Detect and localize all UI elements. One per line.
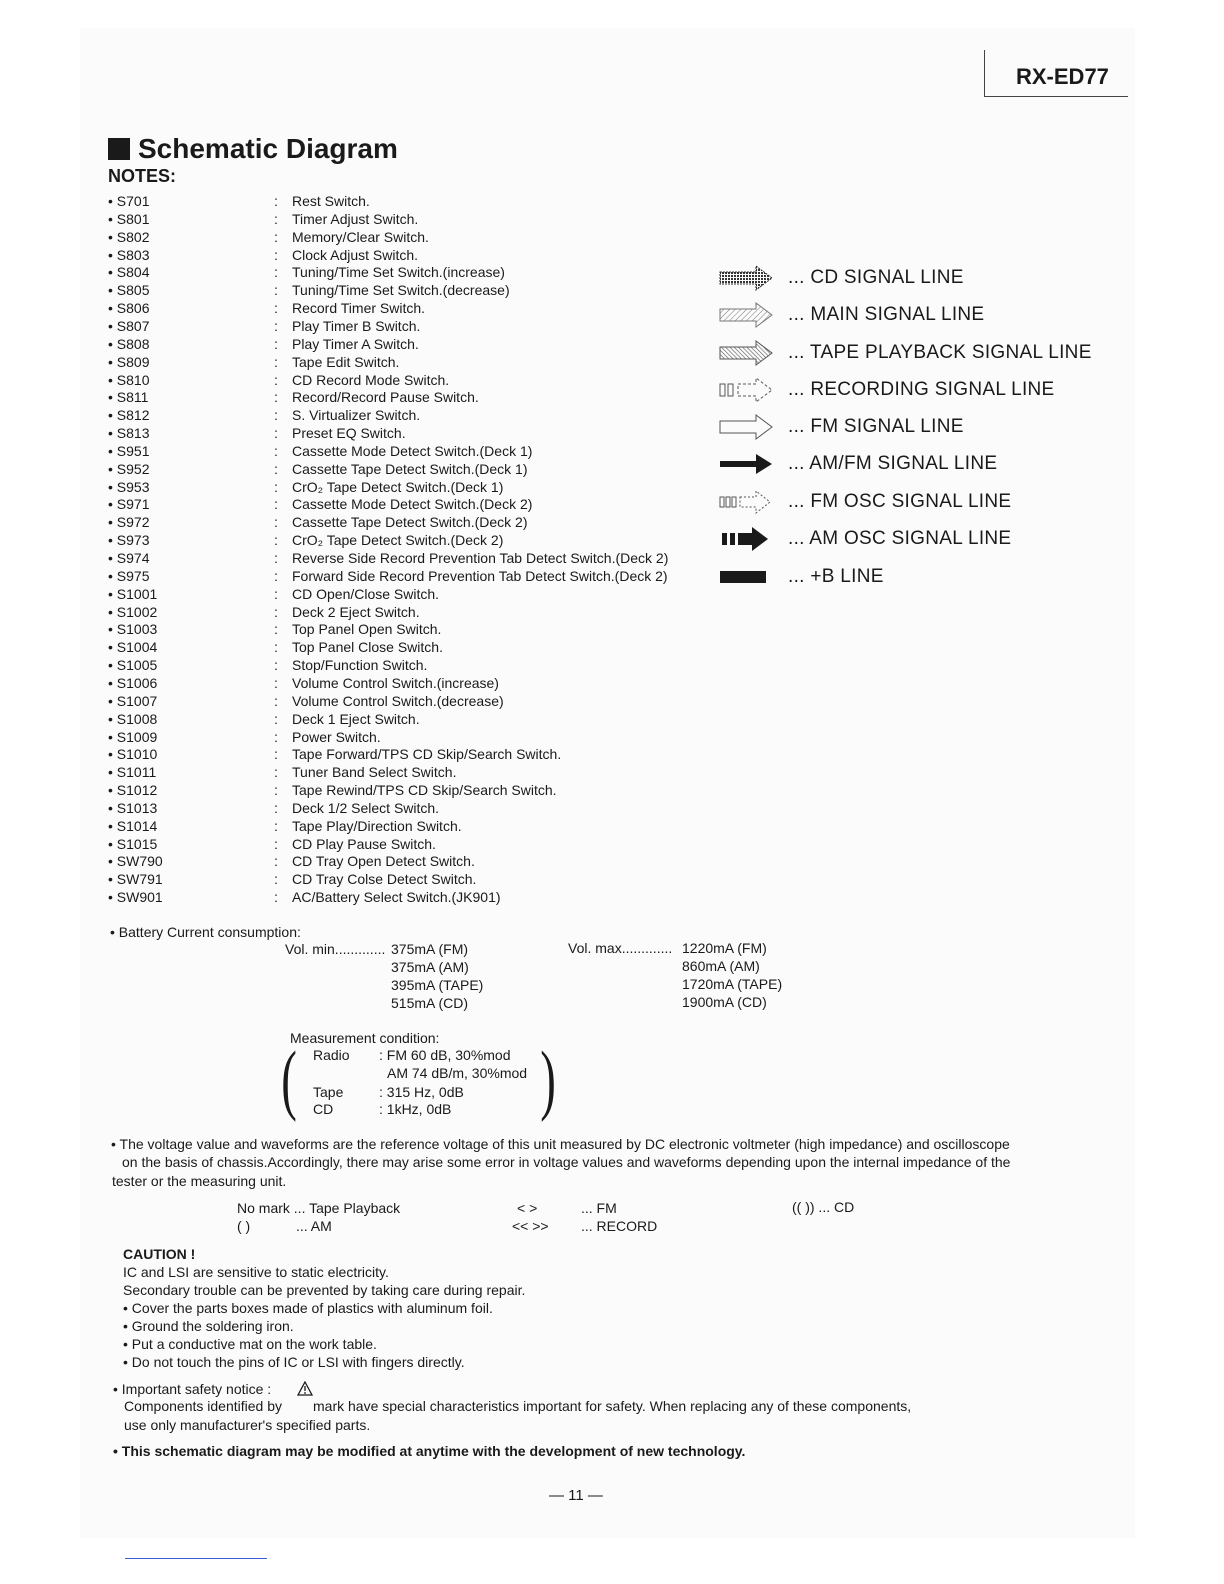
switch-code: • SW790 bbox=[108, 853, 163, 870]
switch-description: Preset EQ Switch. bbox=[292, 425, 406, 442]
switch-description: Play Timer A Switch. bbox=[292, 335, 419, 352]
switch-description: Cassette Mode Detect Switch.(Deck 2) bbox=[292, 496, 533, 513]
legend-row bbox=[716, 449, 997, 479]
switch-description: Stop/Function Switch. bbox=[292, 657, 428, 674]
switch-code: • S1001 bbox=[108, 585, 158, 602]
switch-code: • S801 bbox=[108, 210, 150, 227]
switch-description: Tape Play/Direction Switch. bbox=[292, 817, 462, 834]
switch-description: S. Virtualizer Switch. bbox=[292, 407, 421, 424]
switch-description: AC/Battery Select Switch.(JK901) bbox=[292, 889, 501, 906]
radio-value: : FM 60 dB, 30%mod bbox=[379, 1047, 511, 1063]
page-number: — 11 — bbox=[549, 1487, 603, 1504]
switch-description: Tuning/Time Set Switch.(decrease) bbox=[292, 282, 510, 299]
fm-signal-arrow-icon bbox=[716, 412, 776, 442]
switch-description: Tape Rewind/TPS CD Skip/Search Switch. bbox=[292, 782, 557, 799]
switch-description: Deck 2 Eject Switch. bbox=[292, 603, 420, 620]
switch-description: Deck 1 Eject Switch. bbox=[292, 710, 420, 727]
switch-colon: : bbox=[274, 567, 278, 584]
voltage-note-line: on the basis of chassis.Accordingly, there may arise some error in voltage values and waveforms depending upon the internal impedance of the bbox=[122, 1154, 1011, 1170]
legend-row bbox=[716, 375, 1055, 405]
switch-code: • S805 bbox=[108, 282, 150, 299]
switch-code: • S971 bbox=[108, 496, 150, 513]
switch-description: CD Tray Open Detect Switch. bbox=[292, 853, 475, 870]
switch-description: Tuning/Time Set Switch.(increase) bbox=[292, 264, 505, 281]
switch-colon: : bbox=[274, 692, 278, 709]
switch-code: • S1015 bbox=[108, 835, 158, 852]
battery-heading: • Battery Current consumption: bbox=[110, 924, 301, 940]
section-title-text: Schematic Diagram bbox=[138, 133, 398, 164]
switch-description: Cassette Mode Detect Switch.(Deck 1) bbox=[292, 442, 533, 459]
switch-colon: : bbox=[274, 835, 278, 852]
caution-title: CAUTION ! bbox=[123, 1246, 196, 1262]
legend-row bbox=[716, 562, 884, 592]
switch-description: Record/Record Pause Switch. bbox=[292, 389, 479, 406]
switch-code: • S972 bbox=[108, 514, 150, 531]
switch-description: Power Switch. bbox=[292, 728, 381, 745]
switch-description: CD Record Mode Switch. bbox=[292, 371, 450, 388]
main-signal-arrow-icon bbox=[716, 300, 776, 330]
radio-value-am: AM 74 dB/m, 30%mod bbox=[387, 1065, 528, 1081]
switch-colon: : bbox=[274, 674, 278, 691]
switch-colon: : bbox=[274, 300, 278, 317]
switch-description: Rest Switch. bbox=[292, 193, 370, 209]
switch-code: • S808 bbox=[108, 335, 150, 352]
switch-colon: : bbox=[274, 210, 278, 227]
caution-line: • Do not touch the pins of IC or LSI with fingers directly. bbox=[123, 1354, 465, 1370]
switch-colon: : bbox=[274, 746, 278, 763]
cd-signal-arrow-icon bbox=[716, 263, 776, 293]
switch-code: • S807 bbox=[108, 317, 150, 334]
footer-rule bbox=[125, 1558, 267, 1559]
switch-colon: : bbox=[274, 853, 278, 870]
switch-colon: : bbox=[274, 407, 278, 424]
switch-code: • S701 bbox=[108, 193, 150, 209]
legend-label: ... AM/FM SIGNAL LINE bbox=[788, 453, 998, 474]
legend-label: ... AM OSC SIGNAL LINE bbox=[788, 528, 1012, 549]
double-angle-symbol: << >> bbox=[512, 1218, 549, 1234]
switch-colon: : bbox=[274, 442, 278, 459]
legend-row bbox=[716, 524, 1011, 554]
switch-colon: : bbox=[274, 764, 278, 781]
switch-code: • S802 bbox=[108, 228, 150, 245]
switch-description: Cassette Tape Detect Switch.(Deck 1) bbox=[292, 460, 528, 477]
no-mark-text: No mark ... Tape Playback bbox=[237, 1200, 401, 1216]
switch-code: • S1002 bbox=[108, 603, 158, 620]
switch-description: Tape Edit Switch. bbox=[292, 353, 400, 370]
switch-code: • S813 bbox=[108, 425, 150, 442]
switch-description: CrO₂ Tape Detect Switch.(Deck 2) bbox=[292, 532, 504, 549]
safety-text-a: Components identified by bbox=[124, 1398, 282, 1414]
voltage-note-line: • The voltage value and waveforms are the reference voltage of this unit measured by DC electronic voltmeter (high impedance) and oscilloscope bbox=[111, 1136, 1010, 1152]
caution-line: IC and LSI are sensitive to static electricity. bbox=[123, 1264, 389, 1280]
plus-b-line-icon bbox=[716, 562, 776, 592]
switch-code: • S973 bbox=[108, 532, 150, 549]
legend-label: ... FM SIGNAL LINE bbox=[788, 416, 964, 437]
switch-code: • S1006 bbox=[108, 674, 158, 691]
switch-description: Top Panel Close Switch. bbox=[292, 639, 443, 656]
switch-description: Volume Control Switch.(increase) bbox=[292, 674, 499, 691]
switch-colon: : bbox=[274, 228, 278, 245]
switch-colon: : bbox=[274, 621, 278, 638]
legend-row bbox=[716, 300, 984, 330]
tape-value: : 315 Hz, 0dB bbox=[379, 1084, 464, 1100]
switch-code: • SW901 bbox=[108, 889, 163, 906]
double-paren-text: (( )) ... CD bbox=[792, 1199, 855, 1215]
legend-row bbox=[716, 412, 964, 442]
switch-colon: : bbox=[274, 282, 278, 299]
cd-label: CD bbox=[313, 1101, 334, 1117]
switch-description: Deck 1/2 Select Switch. bbox=[292, 799, 440, 816]
switch-code: • S806 bbox=[108, 300, 150, 317]
switch-code: • S953 bbox=[108, 478, 150, 495]
safety-label: • Important safety notice : bbox=[113, 1381, 272, 1397]
double-angle-desc: ... RECORD bbox=[581, 1218, 658, 1234]
vol-max-value: 1900mA (CD) bbox=[682, 994, 767, 1010]
vol-min-value: 395mA (TAPE) bbox=[391, 977, 484, 993]
switch-colon: : bbox=[274, 335, 278, 352]
switch-colon: : bbox=[274, 478, 278, 495]
switch-colon: : bbox=[274, 799, 278, 816]
legend-label: ... FM OSC SIGNAL LINE bbox=[788, 491, 1012, 512]
caution-line: • Cover the parts boxes made of plastics with aluminum foil. bbox=[123, 1300, 493, 1316]
switch-description: Record Timer Switch. bbox=[292, 300, 426, 317]
paren-symbol: ( ) bbox=[237, 1218, 251, 1234]
switch-colon: : bbox=[274, 317, 278, 334]
switch-code: • S952 bbox=[108, 460, 150, 477]
switch-colon: : bbox=[274, 817, 278, 834]
switch-code: • S1005 bbox=[108, 657, 158, 674]
switch-code: • S1009 bbox=[108, 728, 158, 745]
legend-row bbox=[716, 338, 1092, 368]
switch-colon: : bbox=[274, 425, 278, 442]
title-square-icon bbox=[108, 138, 130, 160]
switch-colon: : bbox=[274, 639, 278, 656]
switch-colon: : bbox=[274, 782, 278, 799]
switch-code: • S804 bbox=[108, 264, 150, 281]
switch-code: • S803 bbox=[108, 246, 150, 263]
angle-desc: ... FM bbox=[581, 1200, 617, 1216]
switch-code: • S1012 bbox=[108, 782, 158, 799]
switch-code: • S1007 bbox=[108, 692, 158, 709]
switch-code: • S809 bbox=[108, 353, 150, 370]
vol-max-value: 1720mA (TAPE) bbox=[682, 976, 783, 992]
vol-min-value: 375mA (AM) bbox=[391, 959, 469, 975]
switch-description: CrO₂ Tape Detect Switch.(Deck 1) bbox=[292, 478, 504, 495]
switch-code: • S1014 bbox=[108, 817, 158, 834]
switch-code: • S812 bbox=[108, 407, 150, 424]
legend-row bbox=[716, 263, 964, 293]
radio-label: Radio bbox=[313, 1047, 350, 1063]
am-osc-arrow-icon bbox=[716, 524, 776, 554]
legend-row bbox=[716, 487, 1011, 517]
left-bracket-icon: ( bbox=[281, 1035, 297, 1122]
switch-description: Tuner Band Select Switch. bbox=[292, 764, 457, 781]
switch-colon: : bbox=[274, 389, 278, 406]
switch-colon: : bbox=[274, 871, 278, 888]
tape-playback-arrow-icon bbox=[716, 338, 776, 368]
voltage-note-line: tester or the measuring unit. bbox=[112, 1173, 287, 1189]
angle-symbol: < > bbox=[517, 1200, 538, 1216]
section-title bbox=[108, 133, 398, 165]
switch-colon: : bbox=[274, 657, 278, 674]
switch-colon: : bbox=[274, 550, 278, 566]
switch-description: Cassette Tape Detect Switch.(Deck 2) bbox=[292, 514, 528, 531]
caution-line: • Ground the soldering iron. bbox=[123, 1318, 294, 1334]
model-number: RX-ED77 bbox=[1016, 64, 1109, 89]
switch-description: Forward Side Record Prevention Tab Detect Switch.(Deck 2) bbox=[292, 567, 668, 584]
legend-label: ... MAIN SIGNAL LINE bbox=[788, 304, 985, 325]
fm-osc-arrow-icon bbox=[716, 487, 776, 517]
switch-code: • S811 bbox=[108, 389, 149, 406]
vol-max-value: 1220mA (FM) bbox=[682, 940, 767, 956]
switch-code: • S951 bbox=[108, 442, 150, 459]
switch-colon: : bbox=[274, 193, 278, 209]
switch-colon: : bbox=[274, 603, 278, 620]
switch-colon: : bbox=[274, 728, 278, 745]
switch-description: Volume Control Switch.(decrease) bbox=[292, 692, 504, 709]
paren-desc: ... AM bbox=[296, 1218, 332, 1234]
legend-label: ... +B LINE bbox=[788, 566, 884, 587]
modified-note: • This schematic diagram may be modified at anytime with the development of new technology. bbox=[113, 1443, 746, 1459]
switch-code: • S1003 bbox=[108, 621, 158, 638]
switch-colon: : bbox=[274, 532, 278, 549]
safety-text-b: mark have special characteristics important for safety. When replacing any of these components, bbox=[313, 1398, 912, 1414]
vol-max-label: Vol. max............. bbox=[568, 940, 673, 956]
switch-code: • S1013 bbox=[108, 799, 158, 816]
notes-label: NOTES: bbox=[108, 166, 177, 186]
cd-value: : 1kHz, 0dB bbox=[379, 1101, 452, 1117]
switch-description: CD Open/Close Switch. bbox=[292, 585, 440, 602]
legend-label: ... TAPE PLAYBACK SIGNAL LINE bbox=[788, 342, 1092, 363]
right-bracket-icon: ) bbox=[540, 1035, 556, 1122]
vol-min-value: 515mA (CD) bbox=[391, 995, 469, 1011]
caution-line: • Put a conductive mat on the work table. bbox=[123, 1336, 377, 1352]
switch-code: • SW791 bbox=[108, 871, 163, 888]
switch-description: CD Tray Colse Detect Switch. bbox=[292, 871, 477, 888]
switch-colon: : bbox=[274, 246, 278, 263]
amfm-signal-arrow-icon bbox=[716, 449, 776, 479]
warning-triangle-icon bbox=[297, 1381, 313, 1396]
switch-description: Tape Forward/TPS CD Skip/Search Switch. bbox=[292, 746, 562, 763]
switch-colon: : bbox=[274, 496, 278, 513]
switch-description: Memory/Clear Switch. bbox=[292, 228, 429, 245]
switch-colon: : bbox=[274, 710, 278, 727]
switch-description: Timer Adjust Switch. bbox=[292, 210, 419, 227]
vol-max-value: 860mA (AM) bbox=[682, 958, 760, 974]
switch-colon: : bbox=[274, 514, 278, 531]
switch-code: • S810 bbox=[108, 371, 150, 388]
switch-description: Play Timer B Switch. bbox=[292, 317, 421, 334]
safety-text-line2: use only manufacturer's specified parts. bbox=[124, 1417, 371, 1433]
switch-colon: : bbox=[274, 460, 278, 477]
recording-arrow-icon bbox=[716, 375, 776, 405]
tape-label: Tape bbox=[313, 1084, 344, 1100]
switch-colon: : bbox=[274, 264, 278, 281]
legend-label: ... CD SIGNAL LINE bbox=[788, 267, 964, 288]
switch-colon: : bbox=[274, 889, 278, 906]
caution-line: Secondary trouble can be prevented by taking care during repair. bbox=[123, 1282, 526, 1298]
switch-code: • S1010 bbox=[108, 746, 158, 763]
switch-colon: : bbox=[274, 353, 278, 370]
switch-description: CD Play Pause Switch. bbox=[292, 835, 436, 852]
switch-colon: : bbox=[274, 585, 278, 602]
switch-code: • S1011 bbox=[108, 764, 157, 781]
vol-min-value: 375mA (FM) bbox=[391, 941, 469, 957]
switch-code: • S1008 bbox=[108, 710, 158, 727]
switch-code: • S975 bbox=[108, 567, 150, 584]
legend-label: ... RECORDING SIGNAL LINE bbox=[788, 379, 1055, 400]
switch-code: • S1004 bbox=[108, 639, 158, 656]
switch-description: Clock Adjust Switch. bbox=[292, 246, 419, 263]
switch-description: Top Panel Open Switch. bbox=[292, 621, 442, 638]
vol-min-label: Vol. min............. bbox=[285, 941, 386, 957]
switch-code: • S974 bbox=[108, 550, 150, 566]
switch-description: Reverse Side Record Prevention Tab Detect Switch.(Deck 2) bbox=[292, 550, 669, 566]
measurement-heading: Measurement condition: bbox=[290, 1030, 440, 1046]
switch-colon: : bbox=[274, 371, 278, 388]
